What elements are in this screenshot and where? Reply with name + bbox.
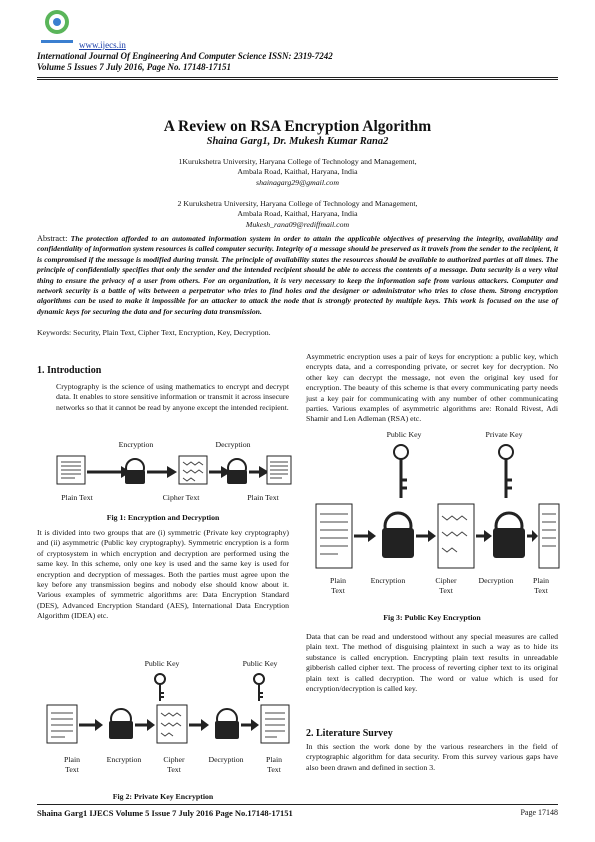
fig2-plain-label-2 [256,755,292,775]
header-rule-top [37,77,558,78]
affiliation-1 [0,157,595,188]
affiliation-1-line-1: 1Kurukshetra University, Haryana College of Technology and Management, [178,157,417,166]
abstract [37,234,558,317]
section-2-heading: 2. Literature Survey [306,728,393,739]
fig1-decryption-label: Decryption [215,440,251,449]
fig2-diagram [37,669,292,749]
fig3-cipher-word: Cipher [435,576,457,585]
keywords: Keywords: Security, Plain Text, Cipher Text, Encryption, Key, Decryption. [37,328,271,337]
fig2-encryption-label: Encryption [106,755,142,764]
fig2-key-icon-1 [155,674,165,701]
affiliation-2-line-1: 2 Kurukshetra University, Haryana College of Technology and Management, [177,199,418,208]
fig1-lock-icon-2 [227,459,247,484]
affiliation-1-email[interactable]: shainagarg29@gmail.com [256,177,339,187]
fig1-caption: Fig 1: Encryption and Decryption [106,513,220,522]
section-1-para-2: It is divided into two groups that are (i) symmetric (Private key cryptography) and (ii) asymmetric (Public key cryptography). Symmetric encryption is a form of cryptosystem in which encryption and decryption are performed using the same key. In this scheme, only one key is used and the same key is used for encryption and decryption of messages. Both the parties must agree upon the key before any transmission begins and nobody else should know about it. Various examples of symmetric algorithms are: Data Encryption Standard (DES), Advanced Encryption Standard (AES), International Data Encryption Algorithm (IDEA) etc. [37,528,289,621]
fig1-plain-text-1: Plain Text [61,493,93,502]
fig1-plain-doc-icon-2 [267,456,291,484]
fig3-decryption-label: Decryption [478,576,514,585]
fig1-encryption-label: Encryption [118,440,154,449]
fig3-key-label-1: Public Key [386,430,422,439]
section-1-para-4: Data that can be read and understood without any special measures are called plain text. The method of disguising plaintext in such a way as to hide its substance is called encryption. Encrypting plain text results in unreadable gibberish called cipher text. The process of reverting cipher text to its original plain text is called decryption. The word or value which is used for encryption/decryption is called key. [306,632,558,694]
fig1-cipher-doc-icon [179,456,207,484]
fig2-plain-doc-icon-2 [261,705,289,743]
fig2-key-icon-2 [254,674,264,701]
fig1-cipher-text: Cipher Text [162,493,200,502]
fig2-key-label-1: Public Key [144,659,180,668]
fig3-encryption-label: Encryption [370,576,406,585]
fig1-lock-icon-1 [125,459,145,484]
journal-info [37,51,333,73]
fig2-key-label-2: Public Key [242,659,278,668]
fig3-plain-word-1: Plain [329,576,347,585]
abstract-text: The protection afforded to an automated information system in order to attain the applicable objectives of preserving the integrity, availability and confidentiality of information system resources is called computer security. Integrity of a message should be preserved as it travels from the sender to the recipient, it is compromised if the message is modified during transit. The principle of availability states the resources should be available to authorized parties at all times. The principle of confidentially specifies that only the sender and the intended recipient should be able to access the contents of a message. Data security is a very vital thing to ensure the privacy of a user from others. For an organization, it is very necessary to keep the information safe from various attackers. Computer and network security is a battle of wits between a perpetrator who tries to find holes and the designer or administrator who tries to close them. Strong encryption algorithms can be used to make it impossible for an attacker to attack the node that is strongly protected by multiple keys. This work is focused on the use of dynamic keys for securing the data and for securing data transmission. [37,234,558,316]
fig1-plain-text-2: Plain Text [247,493,279,502]
fig3-plain-doc-icon-1 [316,504,352,568]
fig2-lock-icon-1 [109,709,133,739]
fig2-cipher-doc-icon [157,705,187,743]
fig2-cipher-label [154,755,194,775]
footer-rule [37,804,558,805]
journal-url[interactable]: www.ijecs.in [79,40,126,50]
journal-line-1: International Journal Of Engineering And Computer Science ISSN: 2319-7242 [37,51,333,61]
fig3-key-label-2: Private Key [485,430,523,439]
fig1-diagram [37,450,292,490]
fig3-plain-label-2 [524,576,558,596]
affiliation-1-line-2: Ambala Road, Kaithal, Haryana, India [237,167,358,177]
section-1-para-1: Cryptography is the science of using mathematics to encrypt and decrypt data. It enables to store sensitive information or transmit it across insecure networks so that it cannot be read by anyone except the intended recipient. [56,382,289,412]
section-2-para-1: In this section the work done by the various researchers in the field of cryptographic algorithm for data security. From this survey various gaps have also been drawn and defined in section 3. [306,742,558,772]
fig3-text-word-1: Text [331,586,345,595]
fig1-plain-doc-icon [57,456,85,484]
paper-authors: Shaina Garg1, Dr. Mukesh Kumar Rana2 [206,136,389,147]
fig3-plain-doc-icon-2 [539,504,559,568]
header-rule-bottom [37,79,558,80]
fig3-plain-word-2: Plain [532,576,550,585]
fig2-text-word-3: Text [267,765,281,774]
fig3-text-word-3: Text [534,586,548,595]
journal-logo [37,6,77,50]
fig3-plain-label-1 [318,576,358,596]
fig3-diagram [306,440,561,570]
fig3-text-word-2: Text [439,586,453,595]
footer-citation: Shaina Garg1 IJECS Volume 5 Issue 7 July 2016 Page No.17148-17151 [37,808,293,818]
page-number: Page 17148 [520,808,558,817]
abstract-label: Abstract: [37,234,68,243]
paper-title: A Review on RSA Encryption Algorithm [163,118,432,135]
fig2-cipher-word: Cipher [163,755,185,764]
fig2-text-word-2: Text [167,765,181,774]
fig2-text-word-1: Text [65,765,79,774]
fig2-caption: Fig 2: Private Key Encryption [112,792,214,801]
fig3-caption: Fig 3: Public Key Encryption [383,613,481,622]
fig3-cipher-doc-icon [438,504,474,568]
fig3-key-icon-1 [394,445,408,498]
fig3-key-icon-2 [499,445,513,498]
fig2-decryption-label: Decryption [208,755,244,764]
fig2-plain-word-1: Plain [63,755,81,764]
affiliation-2 [0,199,595,230]
section-1-heading: 1. Introduction [37,365,102,376]
journal-line-2: Volume 5 Issues 7 July 2016, Page No. 17148-17151 [37,62,232,72]
fig2-lock-icon-2 [215,709,239,739]
fig3-lock-icon-1 [382,513,414,558]
fig2-plain-label-1 [52,755,92,775]
fig2-plain-doc-icon-1 [47,705,77,743]
section-1-para-3: Asymmetric encryption uses a pair of keys for encryption: a public key, which encrypts data, and a corresponding private, or secret key for decryption. No other key can decrypt the message, not even the original key used for encryption. The beauty of this scheme is that every communicating party needs just a key pair for communicating with any number of other communicating parties. Various examples of asymmetric algorithms are: Ronald Rivest, Adi Shamir and Len Adleman (RSA) etc. [306,352,558,424]
fig2-plain-word-2: Plain [265,755,283,764]
affiliation-2-line-2: Ambala Road, Kaithal, Haryana, India [237,209,358,219]
fig3-cipher-label [426,576,466,596]
fig3-lock-icon-2 [493,513,525,558]
affiliation-2-email[interactable]: Mukesh_rana09@rediffmail.com [245,219,350,229]
